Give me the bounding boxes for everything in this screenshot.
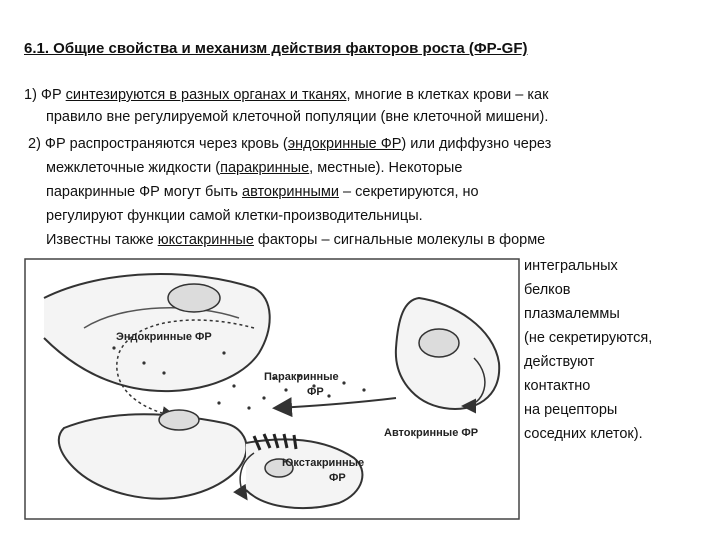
p2-text-3b: – секретируются, но: [339, 184, 479, 200]
side-line-1: интегральных: [524, 258, 618, 274]
side-line-6: контактно: [524, 378, 591, 394]
term-endocrine: эндокринные ФР: [287, 136, 402, 152]
p1-line-2: правило вне регулируемой клеточной популяции (вне клеточной мишени).: [46, 109, 549, 125]
nucleus: [168, 284, 220, 312]
p2-line-2: [46, 159, 462, 177]
side-line-2: белков: [524, 282, 571, 298]
p2-text-1: ) или диффузно через: [401, 136, 552, 152]
side-line-3: плазмалеммы: [524, 306, 620, 322]
term-paracrine: паракринные: [220, 160, 310, 176]
side-line-4: (не секретируются,: [524, 330, 653, 346]
p2-number: 2) ФР распространяются через кровь (: [28, 136, 288, 152]
side-line-8: соседних клеток).: [524, 426, 643, 442]
side-line-7: на рецепторы: [524, 402, 618, 418]
p2-line-1: [28, 135, 551, 153]
p2-line-5: [46, 231, 545, 249]
p1-underlined-term: синтезируются в разных органах и тканях: [65, 87, 347, 103]
p1-line-1: [24, 86, 548, 104]
section-title: 6.1. Общие свойства и механизм действия факторов роста (ФР-GF): [24, 40, 528, 57]
p2-line-3: [46, 183, 479, 201]
term-autocrine: автокринными: [242, 184, 340, 200]
growth-factor-diagram: [24, 258, 520, 520]
p2-text-5b: факторы – сигнальные молекулы в форме: [253, 232, 546, 248]
p2-text-3a: паракринные ФР могут быть: [46, 184, 242, 200]
term-juxtacrine: юкстакринные: [157, 232, 254, 248]
label-paracrine-1: Паракринные: [264, 371, 339, 383]
p1-number: 1) ФР: [24, 87, 66, 103]
label-juxtacrine-2: ФР: [329, 472, 346, 484]
label-paracrine-2: ФР: [307, 386, 324, 398]
p2-text-2a: межклеточные жидкости (: [46, 160, 221, 176]
side-line-5: действуют: [524, 354, 595, 370]
p2-text-2b: , местные). Некоторые: [309, 160, 463, 176]
p1-text: , многие в клетках крови – как: [346, 87, 549, 103]
p2-line-4: регулируют функции самой клетки-производительницы.: [46, 208, 423, 224]
label-juxtacrine-1: Юкстакринные: [282, 457, 365, 469]
p2-text-5a: Известны также: [46, 232, 158, 248]
nucleus: [159, 410, 199, 430]
label-autocrine: Автокринные ФР: [384, 427, 479, 439]
nucleus: [419, 329, 459, 357]
label-endocrine: Эндокринные ФР: [116, 331, 212, 343]
